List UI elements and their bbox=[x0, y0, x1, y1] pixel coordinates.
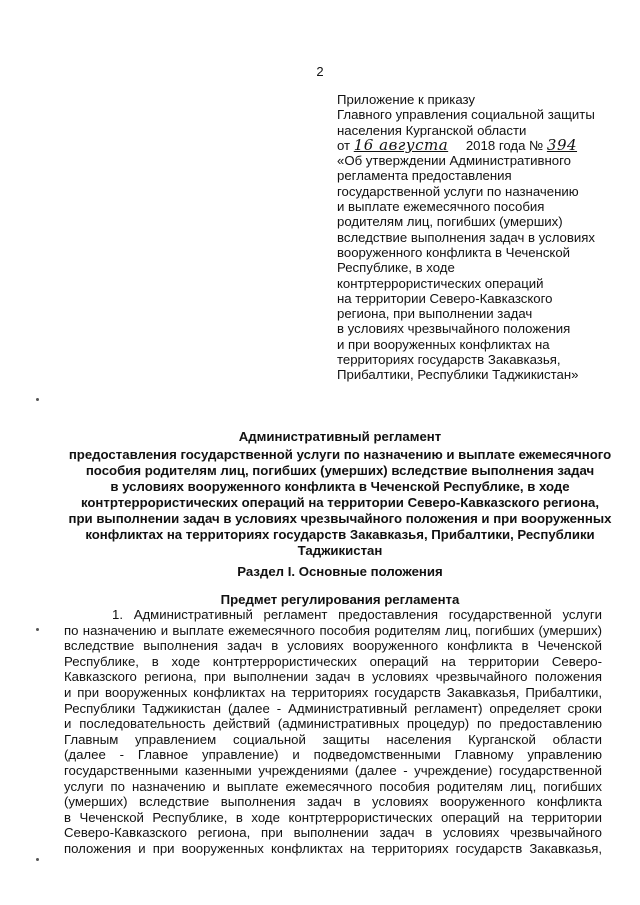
paragraph-line: (далее - Главное управление) и подведомственными Главному управлению bbox=[64, 747, 602, 763]
paragraph-1 bbox=[64, 607, 602, 857]
regulation-subtitle-line: пособия родителям лиц, погибших (умерших) вследствие выполнения задач bbox=[85, 463, 595, 478]
regulation-subtitle-line: Таджикистан bbox=[297, 543, 383, 558]
paragraph-line: государственными казенными учреждениями (далее - учреждение) государственной bbox=[64, 762, 602, 778]
annex-subject-line: государственной услуги по назначению bbox=[337, 183, 579, 199]
regulation-subtitle-line: предоставления государственной услуги по назначению и выплате ежемесячного bbox=[68, 447, 612, 462]
regulation-subtitle-line: контртеррористических операций на территории Северо-Кавказского региона, bbox=[80, 495, 600, 510]
paragraph-line: вследствие выполнения задач в условиях вооруженного конфликта в Чеченской bbox=[64, 638, 602, 654]
year-text: 2018 года № bbox=[465, 137, 544, 153]
regulation-title-block bbox=[48, 429, 632, 559]
annex-subject-line: в условиях чрезвычайного положения bbox=[337, 321, 571, 337]
paragraph-line: Северо-Кавказского региона, при выполнении задач в условиях чрезвычайного bbox=[64, 825, 602, 841]
date-prefix: от bbox=[337, 137, 351, 153]
scan-speck bbox=[36, 628, 39, 631]
scan-speck bbox=[36, 858, 39, 861]
paragraph-line: 1. Административный регламент предоставления государственной услуги bbox=[112, 607, 602, 622]
paragraph-line: положения и при вооруженных конфликтах на территориях государств Закавказья, bbox=[64, 840, 602, 856]
annex-subject-line: территориях государств Закавказья, bbox=[337, 352, 561, 368]
annex-subject-line: и при вооруженных конфликтах на bbox=[337, 336, 550, 352]
annex-subject-line: Республике, в ходе bbox=[337, 260, 455, 276]
annex-subject-line: на территории Северо-Кавказского bbox=[337, 290, 553, 306]
paragraph-line: в Чеченской Республике, в ходе контртеррористических операций на территории bbox=[64, 809, 602, 825]
paragraph-line: и последовательность действий (административных процедур) по предоставлению bbox=[64, 716, 602, 732]
paragraph-line: Главным управлением социальной защиты населения Курганской области bbox=[64, 731, 602, 747]
section-heading: Раздел I. Основные положения bbox=[237, 564, 443, 579]
paragraph-line: Республике, в ходе контртеррористических операций на территории Северо- bbox=[64, 653, 602, 669]
annex-subject-line: вследствие выполнения задач в условиях bbox=[337, 229, 595, 245]
regulation-subtitle-line: при выполнении задач в условиях чрезвычайного положения и при вооруженных bbox=[68, 511, 612, 526]
handwritten-order-number: 394 bbox=[546, 135, 578, 154]
annex-line: населения Курганской области bbox=[337, 122, 527, 138]
paragraph-line: (умерших) вследствие выполнения задач в условиях вооруженного конфликта bbox=[64, 794, 602, 810]
annex-subject-line: вооруженного конфликта в Чеченской bbox=[337, 244, 571, 260]
regulation-subtitle-line: в условиях вооруженного конфликта в Чеченской Республике, в ходе bbox=[110, 479, 570, 494]
paragraph-line: услуги по назначению и выплате ежемесячного пособия родителям лиц, погибших bbox=[64, 778, 602, 794]
annex-header bbox=[337, 92, 627, 383]
subsection-heading: Предмет регулирования регламента bbox=[220, 592, 460, 607]
page-number: 2 bbox=[316, 64, 324, 79]
annex-subject-line: «Об утверждении Административного bbox=[337, 153, 571, 169]
annex-subject-line: контртеррористических операций bbox=[337, 275, 544, 291]
regulation-subtitle-line: конфликтах на территориях государств Закавказья, Прибалтики, Республики bbox=[85, 527, 595, 542]
annex-subject-line: региона, при выполнении задач bbox=[337, 306, 533, 322]
paragraph-line: Республики Таджикистан (далее - Административный регламент) определяет сроки bbox=[64, 700, 602, 716]
paragraph-line: Кавказского региона, при выполнении задач в условиях чрезвычайного положения bbox=[64, 669, 602, 685]
annex-line: Главного управления социальной защиты bbox=[337, 107, 595, 123]
annex-subject-line: Прибалтики, Республики Таджикистан» bbox=[337, 367, 579, 383]
annex-date-line bbox=[337, 135, 627, 154]
scan-speck bbox=[36, 398, 39, 401]
handwritten-date: 16 августа bbox=[353, 135, 449, 154]
annex-subject-line: и выплате ежемесячного пособия bbox=[337, 199, 545, 215]
regulation-title: Административный регламент bbox=[238, 429, 442, 444]
annex-subject-line: родителям лиц, погибших (умерших) bbox=[337, 214, 563, 230]
annex-subject-line: регламента предоставления bbox=[337, 168, 512, 184]
paragraph-line: и при вооруженных конфликтах на территориях государств Закавказья, Прибалтики, bbox=[64, 684, 602, 700]
annex-line: Приложение к приказу bbox=[337, 92, 476, 107]
paragraph-line: по назначению и выплате ежемесячного пособия родителям лиц, погибших (умерших) bbox=[64, 622, 602, 638]
